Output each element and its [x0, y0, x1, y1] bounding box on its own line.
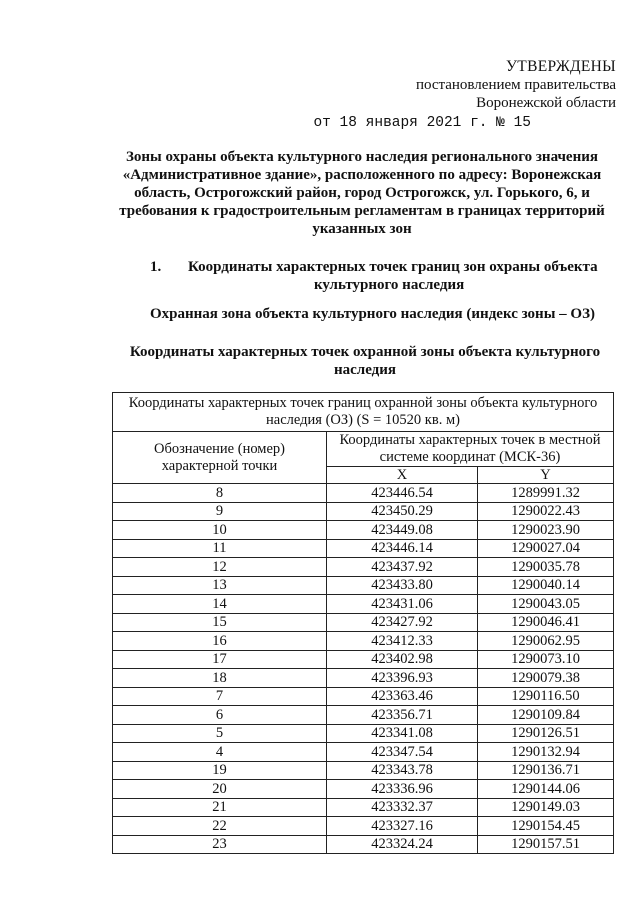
x-cell: 423324.24	[327, 835, 478, 854]
x-cell: 423446.14	[327, 539, 478, 558]
section-title-line-1: Координаты характерных точек границ зон охраны объекта	[188, 259, 598, 275]
point-cell: 5	[113, 724, 327, 743]
y-cell: 1290062.95	[478, 632, 614, 651]
y-cell: 1290136.71	[478, 761, 614, 780]
zone-heading: Охранная зона объекта культурного наследия (индекс зоны – ОЗ)	[150, 306, 595, 322]
point-cell: 6	[113, 706, 327, 725]
x-cell: 423356.71	[327, 706, 478, 725]
point-cell: 19	[113, 761, 327, 780]
y-cell: 1290154.45	[478, 817, 614, 836]
y-cell: 1290073.10	[478, 650, 614, 669]
coordinates-table	[112, 392, 614, 854]
table-row	[113, 576, 614, 595]
y-column-header: Y	[478, 467, 614, 484]
table-row	[113, 743, 614, 762]
x-cell: 423327.16	[327, 817, 478, 836]
point-cell: 13	[113, 576, 327, 595]
point-cell: 16	[113, 632, 327, 651]
table-row	[113, 761, 614, 780]
approval-date: от 18 января 2021 г. № 15	[313, 115, 531, 131]
y-cell: 1290035.78	[478, 558, 614, 577]
x-cell: 423347.54	[327, 743, 478, 762]
y-cell: 1290043.05	[478, 595, 614, 614]
table-row	[113, 650, 614, 669]
point-cell: 4	[113, 743, 327, 762]
point-cell: 9	[113, 502, 327, 521]
table-row	[113, 724, 614, 743]
table-row	[113, 539, 614, 558]
x-cell: 423336.96	[327, 780, 478, 799]
table-row	[113, 558, 614, 577]
x-cell: 423343.78	[327, 761, 478, 780]
y-cell: 1290126.51	[478, 724, 614, 743]
y-cell: 1290027.04	[478, 539, 614, 558]
x-cell: 423431.06	[327, 595, 478, 614]
table-row	[113, 687, 614, 706]
point-cell: 8	[113, 484, 327, 503]
table-row	[113, 484, 614, 503]
point-cell: 7	[113, 687, 327, 706]
point-cell: 22	[113, 817, 327, 836]
section-title-line-2: культурного наследия	[314, 277, 465, 293]
x-cell: 423449.08	[327, 521, 478, 540]
table-row	[113, 595, 614, 614]
table-row	[113, 780, 614, 799]
point-cell: 17	[113, 650, 327, 669]
x-cell: 423450.29	[327, 502, 478, 521]
table-caption: Координаты характерных точек границ охранной зоны объекта культурного наследия (ОЗ) (S = 10520 кв. м)	[113, 393, 614, 432]
approval-line-1: постановлением правительства	[415, 77, 616, 93]
y-cell: 1290023.90	[478, 521, 614, 540]
point-cell: 21	[113, 798, 327, 817]
y-cell: 1290116.50	[478, 687, 614, 706]
point-cell: 15	[113, 613, 327, 632]
point-cell: 11	[113, 539, 327, 558]
x-cell: 423396.93	[327, 669, 478, 688]
point-cell: 20	[113, 780, 327, 799]
table-row	[113, 669, 614, 688]
section-heading	[150, 258, 620, 294]
approval-block	[313, 58, 616, 132]
coordinates-heading: Координаты характерных точек охранной зоны объекта культурного наследия	[129, 344, 601, 378]
coords-column-header: Координаты характерных точек в местной системе координат (МСК-36)	[327, 432, 614, 467]
document-title: Зоны охраны объекта культурного наследия регионального значения «Административное здание», расположенного по адресу: Воронежская область, Острогожский район, город Острогожск, ул. Горького, 6, и требования к градостроительным регламентам в границах территорий указанных зон	[119, 149, 605, 237]
table-body	[113, 484, 614, 854]
y-cell: 1290046.41	[478, 613, 614, 632]
x-cell: 423433.80	[327, 576, 478, 595]
table-row	[113, 521, 614, 540]
y-cell: 1290040.14	[478, 576, 614, 595]
y-cell: 1290079.38	[478, 669, 614, 688]
y-cell: 1289991.32	[478, 484, 614, 503]
x-cell: 423437.92	[327, 558, 478, 577]
x-cell: 423341.08	[327, 724, 478, 743]
approval-line-2: Воронежской области	[476, 95, 616, 111]
y-cell: 1290149.03	[478, 798, 614, 817]
x-cell: 423332.37	[327, 798, 478, 817]
point-cell: 23	[113, 835, 327, 854]
table-row	[113, 632, 614, 651]
y-cell: 1290109.84	[478, 706, 614, 725]
table-row	[113, 502, 614, 521]
point-cell: 12	[113, 558, 327, 577]
point-cell: 14	[113, 595, 327, 614]
x-cell: 423446.54	[327, 484, 478, 503]
table-row	[113, 613, 614, 632]
y-cell: 1290144.06	[478, 780, 614, 799]
x-column-header: X	[327, 467, 478, 484]
point-column-header: Обозначение (номер) характерной точки	[113, 432, 327, 484]
y-cell: 1290132.94	[478, 743, 614, 762]
point-cell: 18	[113, 669, 327, 688]
approval-title: УТВЕРЖДЕНЫ	[506, 58, 616, 75]
y-cell: 1290022.43	[478, 502, 614, 521]
x-cell: 423363.46	[327, 687, 478, 706]
x-cell: 423412.33	[327, 632, 478, 651]
table-row	[113, 835, 614, 854]
table-row	[113, 817, 614, 836]
point-cell: 10	[113, 521, 327, 540]
table-row	[113, 706, 614, 725]
x-cell: 423427.92	[327, 613, 478, 632]
table-row	[113, 798, 614, 817]
section-number: 1.	[150, 259, 162, 275]
x-cell: 423402.98	[327, 650, 478, 669]
y-cell: 1290157.51	[478, 835, 614, 854]
